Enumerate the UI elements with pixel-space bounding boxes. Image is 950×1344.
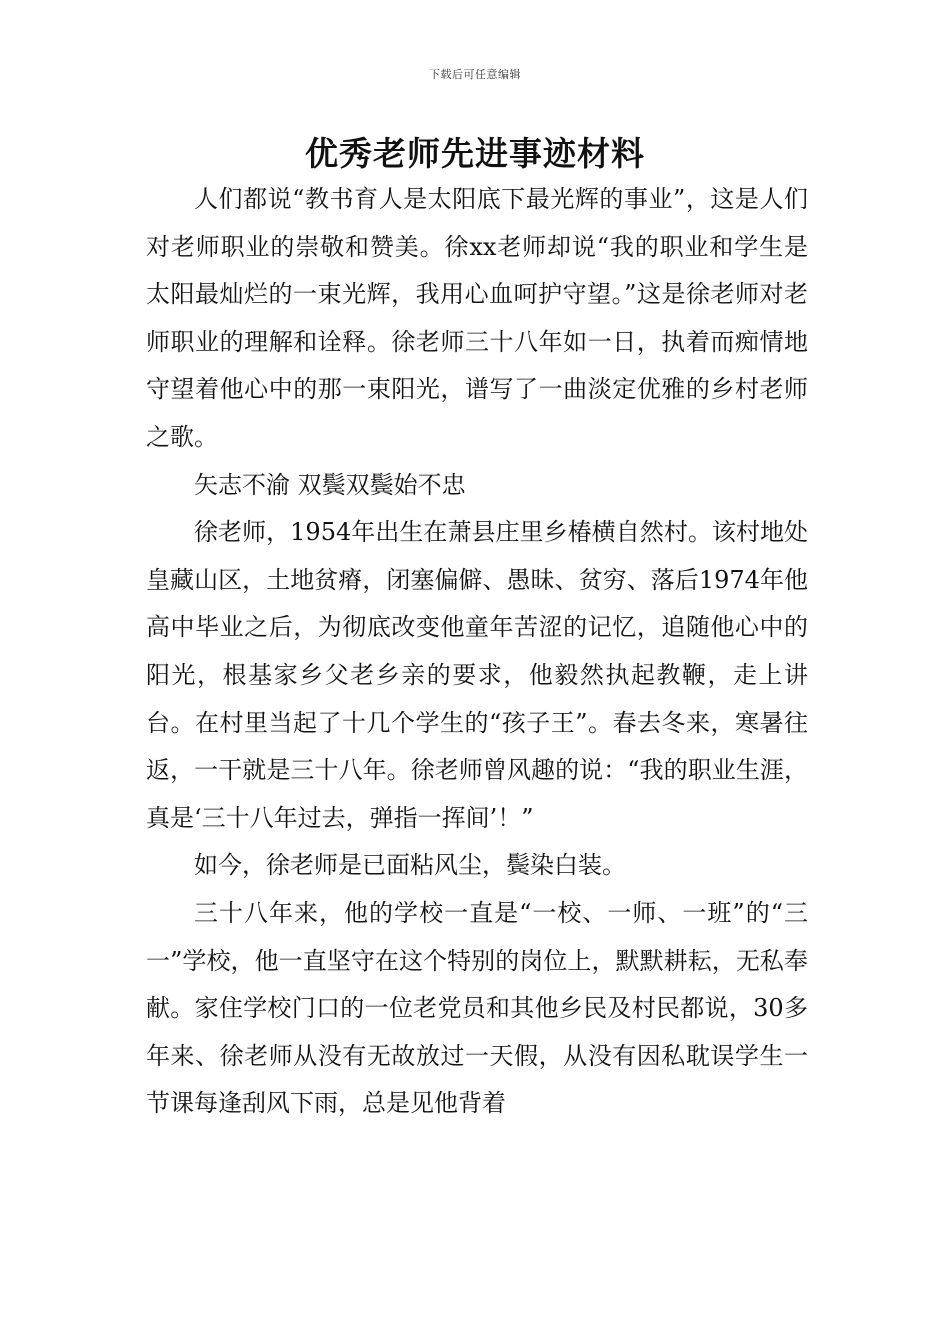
paragraph-dedication: 三十八年来，他的学校一直是“一校、一师、一班”的“三一”学校，他一直坚守在这个特别的岗位上，默默耕耘，无私奉献。家住学校门口的一位老党员和其他乡民及村民都说，30多年来、徐老师从没有无故放过一天假，从没有因私耽误学生一节课每逢刮风下雨，总是见他背着 [146, 898, 808, 1118]
section-heading: 矢志不渝 双鬓双鬓始不忠 [194, 470, 466, 499]
header-note: 下载后可任意编辑 [429, 68, 521, 81]
paragraph-now: 如今，徐老师是已面粘风尘，鬓染白装。 [194, 851, 626, 880]
paragraph-intro: 人们都说“教书育人是太阳底下最光辉的事业”，这是人们对老师职业的崇敬和赞美。徐xx老师却说“我的职业和学生是太阳最灿烂的一束光辉，我用心血呵护守望。”这是徐老师对老师职业的理解和诠释。徐老师三十八年如一日，执着而痴情地守望着他心中的那一束阳光，谱写了一曲淡定优雅的乡村老师之歌。 [146, 185, 808, 451]
paragraph-biography: 徐老师，1954年出生在萧县庄里乡椿横自然村。该村地处皇藏山区，土地贫瘠，闭塞偏僻、愚昧、贫穷、落后1974年他高中毕业之后，为彻底改变他童年苦涩的记忆，追随他心中的阳光，根基家乡父老乡亲的要求，他毅然执起教鞭，走上讲台。在村里当起了十几个学生的“孩子王”。春去冬来，寒暑往返，一干就是三十八年。徐老师曾风趣的说：“我的职业生涯，真是‘三十八年过去，弹指一挥间’！” [146, 518, 808, 832]
document-body [146, 176, 808, 1128]
document-title: 优秀老师先进事迹材料 [305, 134, 645, 173]
